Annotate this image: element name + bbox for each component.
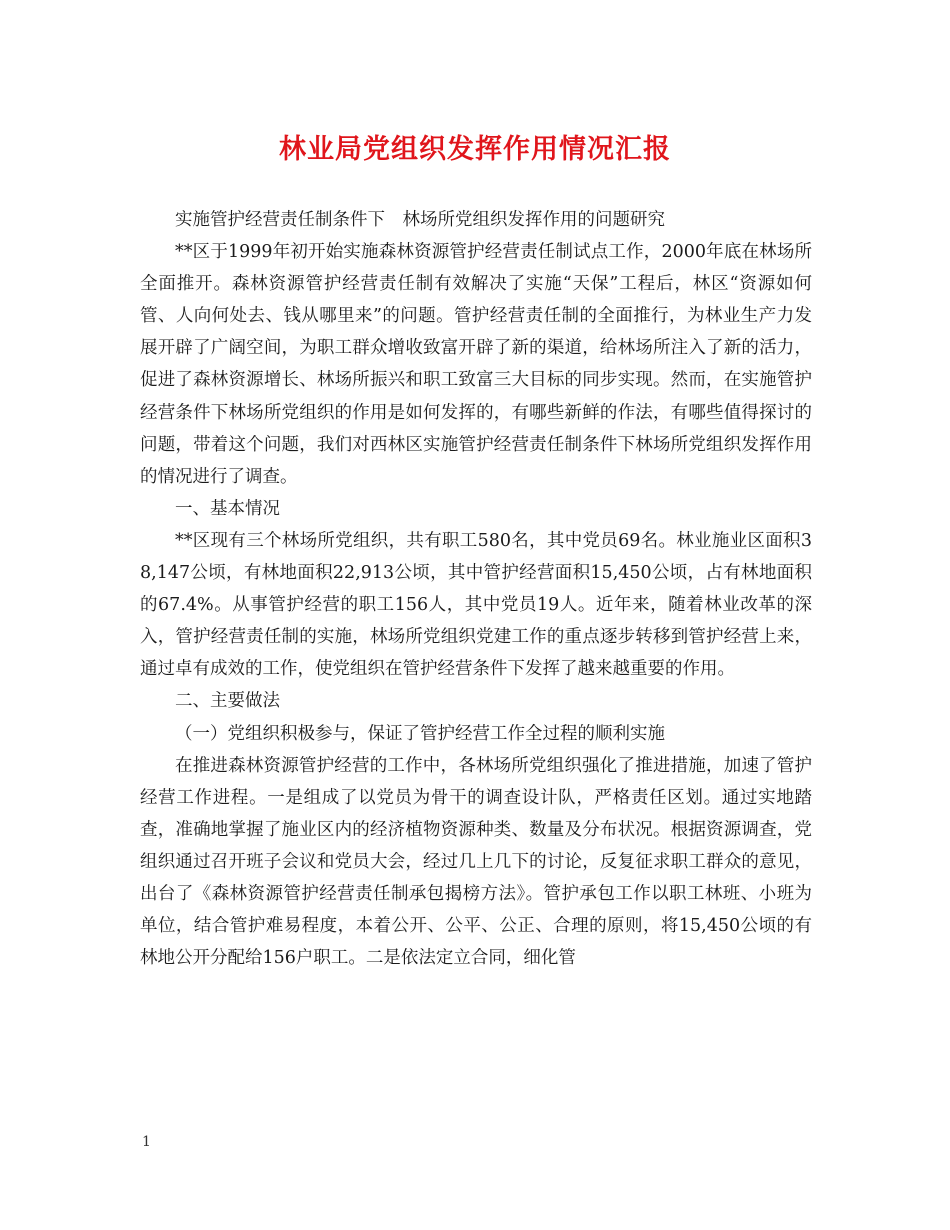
paragraph-basic-situation: **区现有三个林场所党组织，共有职工580名，其中党员69名。林业施业区面积38,147公顷，有林地面积22,913公顷，其中管护经营面积15,450公顷，占有林地面积的67.4%。从事管护经营的职工156人，其中党员19人。近年来，随着林业改革的深入，管护经营责任制的实施，林场所党组织党建工作的重点逐步转移到管护经营上来，通过卓有成效的工作，使党组织在管护经营条件下发挥了越来越重要的作用。	[140, 530, 812, 680]
page-number: 1	[142, 1134, 151, 1150]
section-heading-basic: 一、基本情况	[175, 498, 280, 519]
paragraph-methods: 在推进森林资源管护经营的工作中，各林场所党组织强化了推进措施，加速了管护经营工作进程。一是组成了以党员为骨干的调查设计队，严格责任区划。通过实地踏查，准确地掌握了施业区内的经济植物资源种类、数量及分布状况。根据资源调查，党组织通过召开班子会议和党员大会，经过几上几下的讨论，反复征求职工群众的意见，出台了《森林资源管护经营责任制承包揭榜方法》。管护承包工作以职工林班、小班为单位，结合管护难易程度，本着公开、公平、公正、合理的原则，将15,450公顷的有林地公开分配给156户职工。二是依法定立合同，细化管	[140, 755, 812, 969]
document-body	[140, 204, 812, 974]
section-heading-methods: 二、主要做法	[175, 691, 280, 712]
paragraph-intro: **区于1999年初开始实施森林资源管护经营责任制试点工作，2000年底在林场所全面推开。森林资源管护经营责任制有效解决了实施“天保”工程后，林区“资源如何管、人向何处去、钱从哪里来”的问题。管护经营责任制的全面推行，为林业生产力发展开辟了广阔空间，为职工群众增收致富开辟了新的渠道，给林场所注入了新的活力，促进了森林资源增长、林场所振兴和职工致富三大目标的同步实现。然而，在实施管护经营条件下林场所党组织的作用是如何发挥的，有哪些新鲜的作法，有哪些值得探讨的问题，带着这个问题，我们对西林区实施管护经营责任制条件下林场所党组织发挥作用的情况进行了调查。	[140, 242, 812, 487]
subsection-heading-1: （一）党组织积极参与，保证了管护经营工作全过程的顺利实施	[175, 723, 665, 744]
document-title: 林业局党组织发挥作用情况汇报	[279, 134, 671, 165]
paragraph-subtitle: 实施管护经营责任制条件下 林场所党组织发挥作用的问题研究	[175, 210, 665, 230]
